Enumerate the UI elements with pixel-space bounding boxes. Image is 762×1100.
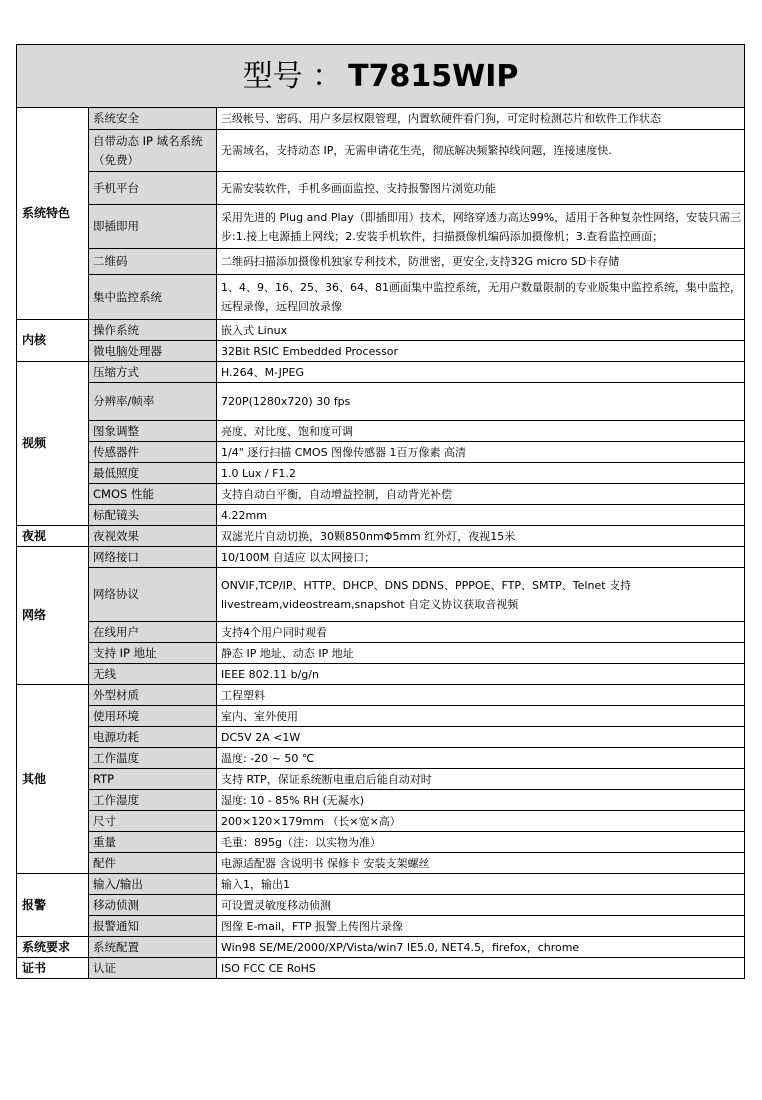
spec-item-value: IEEE 802.11 b/g/n <box>217 664 745 685</box>
spec-row <box>17 421 745 442</box>
spec-item-label: 二维码 <box>89 249 217 275</box>
spec-item-label: 最低照度 <box>89 463 217 484</box>
spec-item-label: 手机平台 <box>89 172 217 205</box>
spec-row <box>17 748 745 769</box>
spec-item-label: CMOS 性能 <box>89 484 217 505</box>
spec-row <box>17 249 745 275</box>
spec-item-label: 无线 <box>89 664 217 685</box>
spec-item-value: Win98 SE/ME/2000/XP/Vista/win7 IE5.0, NET4.5，firefox，chrome <box>217 937 745 958</box>
spec-item-label: 压缩方式 <box>89 362 217 383</box>
spec-row <box>17 811 745 832</box>
spec-row <box>17 130 745 172</box>
spec-item-label: 工作温度 <box>89 748 217 769</box>
spec-item-value: 双滤光片自动切换，30颗850nmΦ5mm 红外灯，夜视15米 <box>217 526 745 547</box>
spec-item-label: 夜视效果 <box>89 526 217 547</box>
spec-row <box>17 463 745 484</box>
spec-item-value: H.264、M-JPEG <box>217 362 745 383</box>
spec-item-label: 分辨率/帧率 <box>89 383 217 421</box>
spec-row <box>17 958 745 979</box>
category-cell: 证书 <box>17 958 89 979</box>
spec-item-value: 200×120×179mm （长×宽×高） <box>217 811 745 832</box>
spec-item-label: 微电脑处理器 <box>89 341 217 362</box>
spec-item-value: 1/4" 逐行扫描 CMOS 图像传感器 1百万像素 高清 <box>217 442 745 463</box>
spec-item-label: 输入/输出 <box>89 874 217 895</box>
spec-item-label: 标配镜头 <box>89 505 217 526</box>
spec-row <box>17 362 745 383</box>
spec-row <box>17 622 745 643</box>
spec-item-label: 在线用户 <box>89 622 217 643</box>
spec-item-label: 自带动态 IP 域名系统（免费） <box>89 130 217 172</box>
spec-row <box>17 874 745 895</box>
spec-item-label: 使用环境 <box>89 706 217 727</box>
category-cell: 网络 <box>17 547 89 685</box>
spec-item-label: 系统安全 <box>89 108 217 130</box>
spec-item-value: 4.22mm <box>217 505 745 526</box>
spec-item-label: 传感器件 <box>89 442 217 463</box>
category-cell: 其他 <box>17 685 89 874</box>
spec-item-value: 电源适配器 含说明书 保修卡 安装支架螺丝 <box>217 853 745 874</box>
model-number: T7815WIP <box>348 58 519 94</box>
spec-item-label: 网络协议 <box>89 568 217 622</box>
spec-item-value: 可设置灵敏度移动侦测 <box>217 895 745 916</box>
spec-item-value: 无需安装软件，手机多画面监控、支持报警图片浏览功能 <box>217 172 745 205</box>
spec-item-label: 支持 IP 地址 <box>89 643 217 664</box>
spec-row <box>17 937 745 958</box>
model-title <box>17 45 745 108</box>
spec-item-value: 亮度、对比度、饱和度可调 <box>217 421 745 442</box>
category-cell: 系统要求 <box>17 937 89 958</box>
spec-table <box>16 44 745 979</box>
spec-item-label: 集中监控系统 <box>89 275 217 320</box>
title-row <box>17 45 745 108</box>
spec-item-label: 电源功耗 <box>89 727 217 748</box>
category-cell: 视频 <box>17 362 89 526</box>
spec-row <box>17 275 745 320</box>
spec-item-value: 支持自动白平衡，自动增益控制，自动背光补偿 <box>217 484 745 505</box>
spec-row <box>17 706 745 727</box>
spec-row <box>17 832 745 853</box>
spec-item-label: 操作系统 <box>89 320 217 341</box>
spec-item-label: 认证 <box>89 958 217 979</box>
spec-item-label: 网络接口 <box>89 547 217 568</box>
spec-row <box>17 643 745 664</box>
spec-item-value: ONVIF,TCP/IP、HTTP、DHCP、DNS DDNS、PPPOE、FTP、SMTP、Telnet 支持 livestream,videostream,snapshot 自定义协议获取音视频 <box>217 568 745 622</box>
spec-row <box>17 505 745 526</box>
spec-row <box>17 685 745 706</box>
spec-item-value: 图像 E-mail，FTP 报警上传图片录像 <box>217 916 745 937</box>
spec-item-value: 无需域名，支持动态 IP，无需申请花生壳，彻底解决频繁掉线问题，连接速度快. <box>217 130 745 172</box>
spec-row <box>17 727 745 748</box>
spec-item-label: 配件 <box>89 853 217 874</box>
spec-item-value: 嵌入式 Linux <box>217 320 745 341</box>
spec-item-value: 温度: -20 ~ 50 ℃ <box>217 748 745 769</box>
spec-item-value: 工程塑料 <box>217 685 745 706</box>
spec-item-label: 移动侦测 <box>89 895 217 916</box>
spec-row <box>17 895 745 916</box>
model-title-prefix: 型号 ： <box>242 58 343 94</box>
spec-row <box>17 526 745 547</box>
spec-row <box>17 172 745 205</box>
category-cell: 系统特色 <box>17 108 89 320</box>
spec-item-value: 室内、室外使用 <box>217 706 745 727</box>
category-cell: 夜视 <box>17 526 89 547</box>
spec-table-body <box>17 45 745 979</box>
spec-item-value: ISO FCC CE RoHS <box>217 958 745 979</box>
spec-row <box>17 916 745 937</box>
spec-item-label: 尺寸 <box>89 811 217 832</box>
spec-row <box>17 341 745 362</box>
spec-item-label: RTP <box>89 769 217 790</box>
spec-item-value: 三级帐号、密码、用户多层权限管理，内置软硬件看门狗，可定时检测芯片和软件工作状态 <box>217 108 745 130</box>
spec-item-value: 10/100M 自适应 以太网接口； <box>217 547 745 568</box>
spec-item-label: 工作湿度 <box>89 790 217 811</box>
spec-item-value: DC5V 2A <1W <box>217 727 745 748</box>
spec-row <box>17 484 745 505</box>
spec-item-value: 毛重：895g（注：以实物为准） <box>217 832 745 853</box>
spec-row <box>17 568 745 622</box>
category-cell: 报警 <box>17 874 89 937</box>
spec-item-label: 图象调整 <box>89 421 217 442</box>
spec-item-value: 采用先进的 Plug and Play（即插即用）技术，网络穿透力高达99%，适用于各种复杂性网络，安装只需三 步:1.接上电源插上网线；2.安装手机软件，扫描摄像机编码添加摄像机；3.查看监控画面； <box>217 205 745 249</box>
spec-item-label: 外型材质 <box>89 685 217 706</box>
spec-item-label: 即插即用 <box>89 205 217 249</box>
spec-row <box>17 547 745 568</box>
spec-row <box>17 853 745 874</box>
spec-item-value: 32Bit RSIC Embedded Processor <box>217 341 745 362</box>
spec-item-value: 二维码扫描添加摄像机独家专利技术，防泄密，更安全,支持32G micro SD卡存储 <box>217 249 745 275</box>
spec-row <box>17 769 745 790</box>
spec-item-value: 支持 RTP，保证系统断电重启后能自动对时 <box>217 769 745 790</box>
spec-item-value: 1.0 Lux / F1.2 <box>217 463 745 484</box>
spec-row <box>17 383 745 421</box>
spec-row <box>17 108 745 130</box>
spec-row <box>17 664 745 685</box>
spec-row <box>17 205 745 249</box>
spec-item-value: 720P(1280x720) 30 fps <box>217 383 745 421</box>
spec-item-value: 支持4个用户同时观看 <box>217 622 745 643</box>
spec-row <box>17 442 745 463</box>
category-cell: 内核 <box>17 320 89 362</box>
spec-item-label: 系统配置 <box>89 937 217 958</box>
spec-item-value: 输入1，输出1 <box>217 874 745 895</box>
spec-item-label: 报警通知 <box>89 916 217 937</box>
spec-item-value: 1、4、9、16、25、36、64、81画面集中监控系统，无用户数量限制的专业版集中监控系统，集中监控， 远程录像，远程回放录像 <box>217 275 745 320</box>
spec-row <box>17 320 745 341</box>
spec-item-value: 湿度: 10 - 85% RH (无凝水) <box>217 790 745 811</box>
spec-item-label: 重量 <box>89 832 217 853</box>
spec-item-value: 静态 IP 地址、动态 IP 地址 <box>217 643 745 664</box>
spec-row <box>17 790 745 811</box>
